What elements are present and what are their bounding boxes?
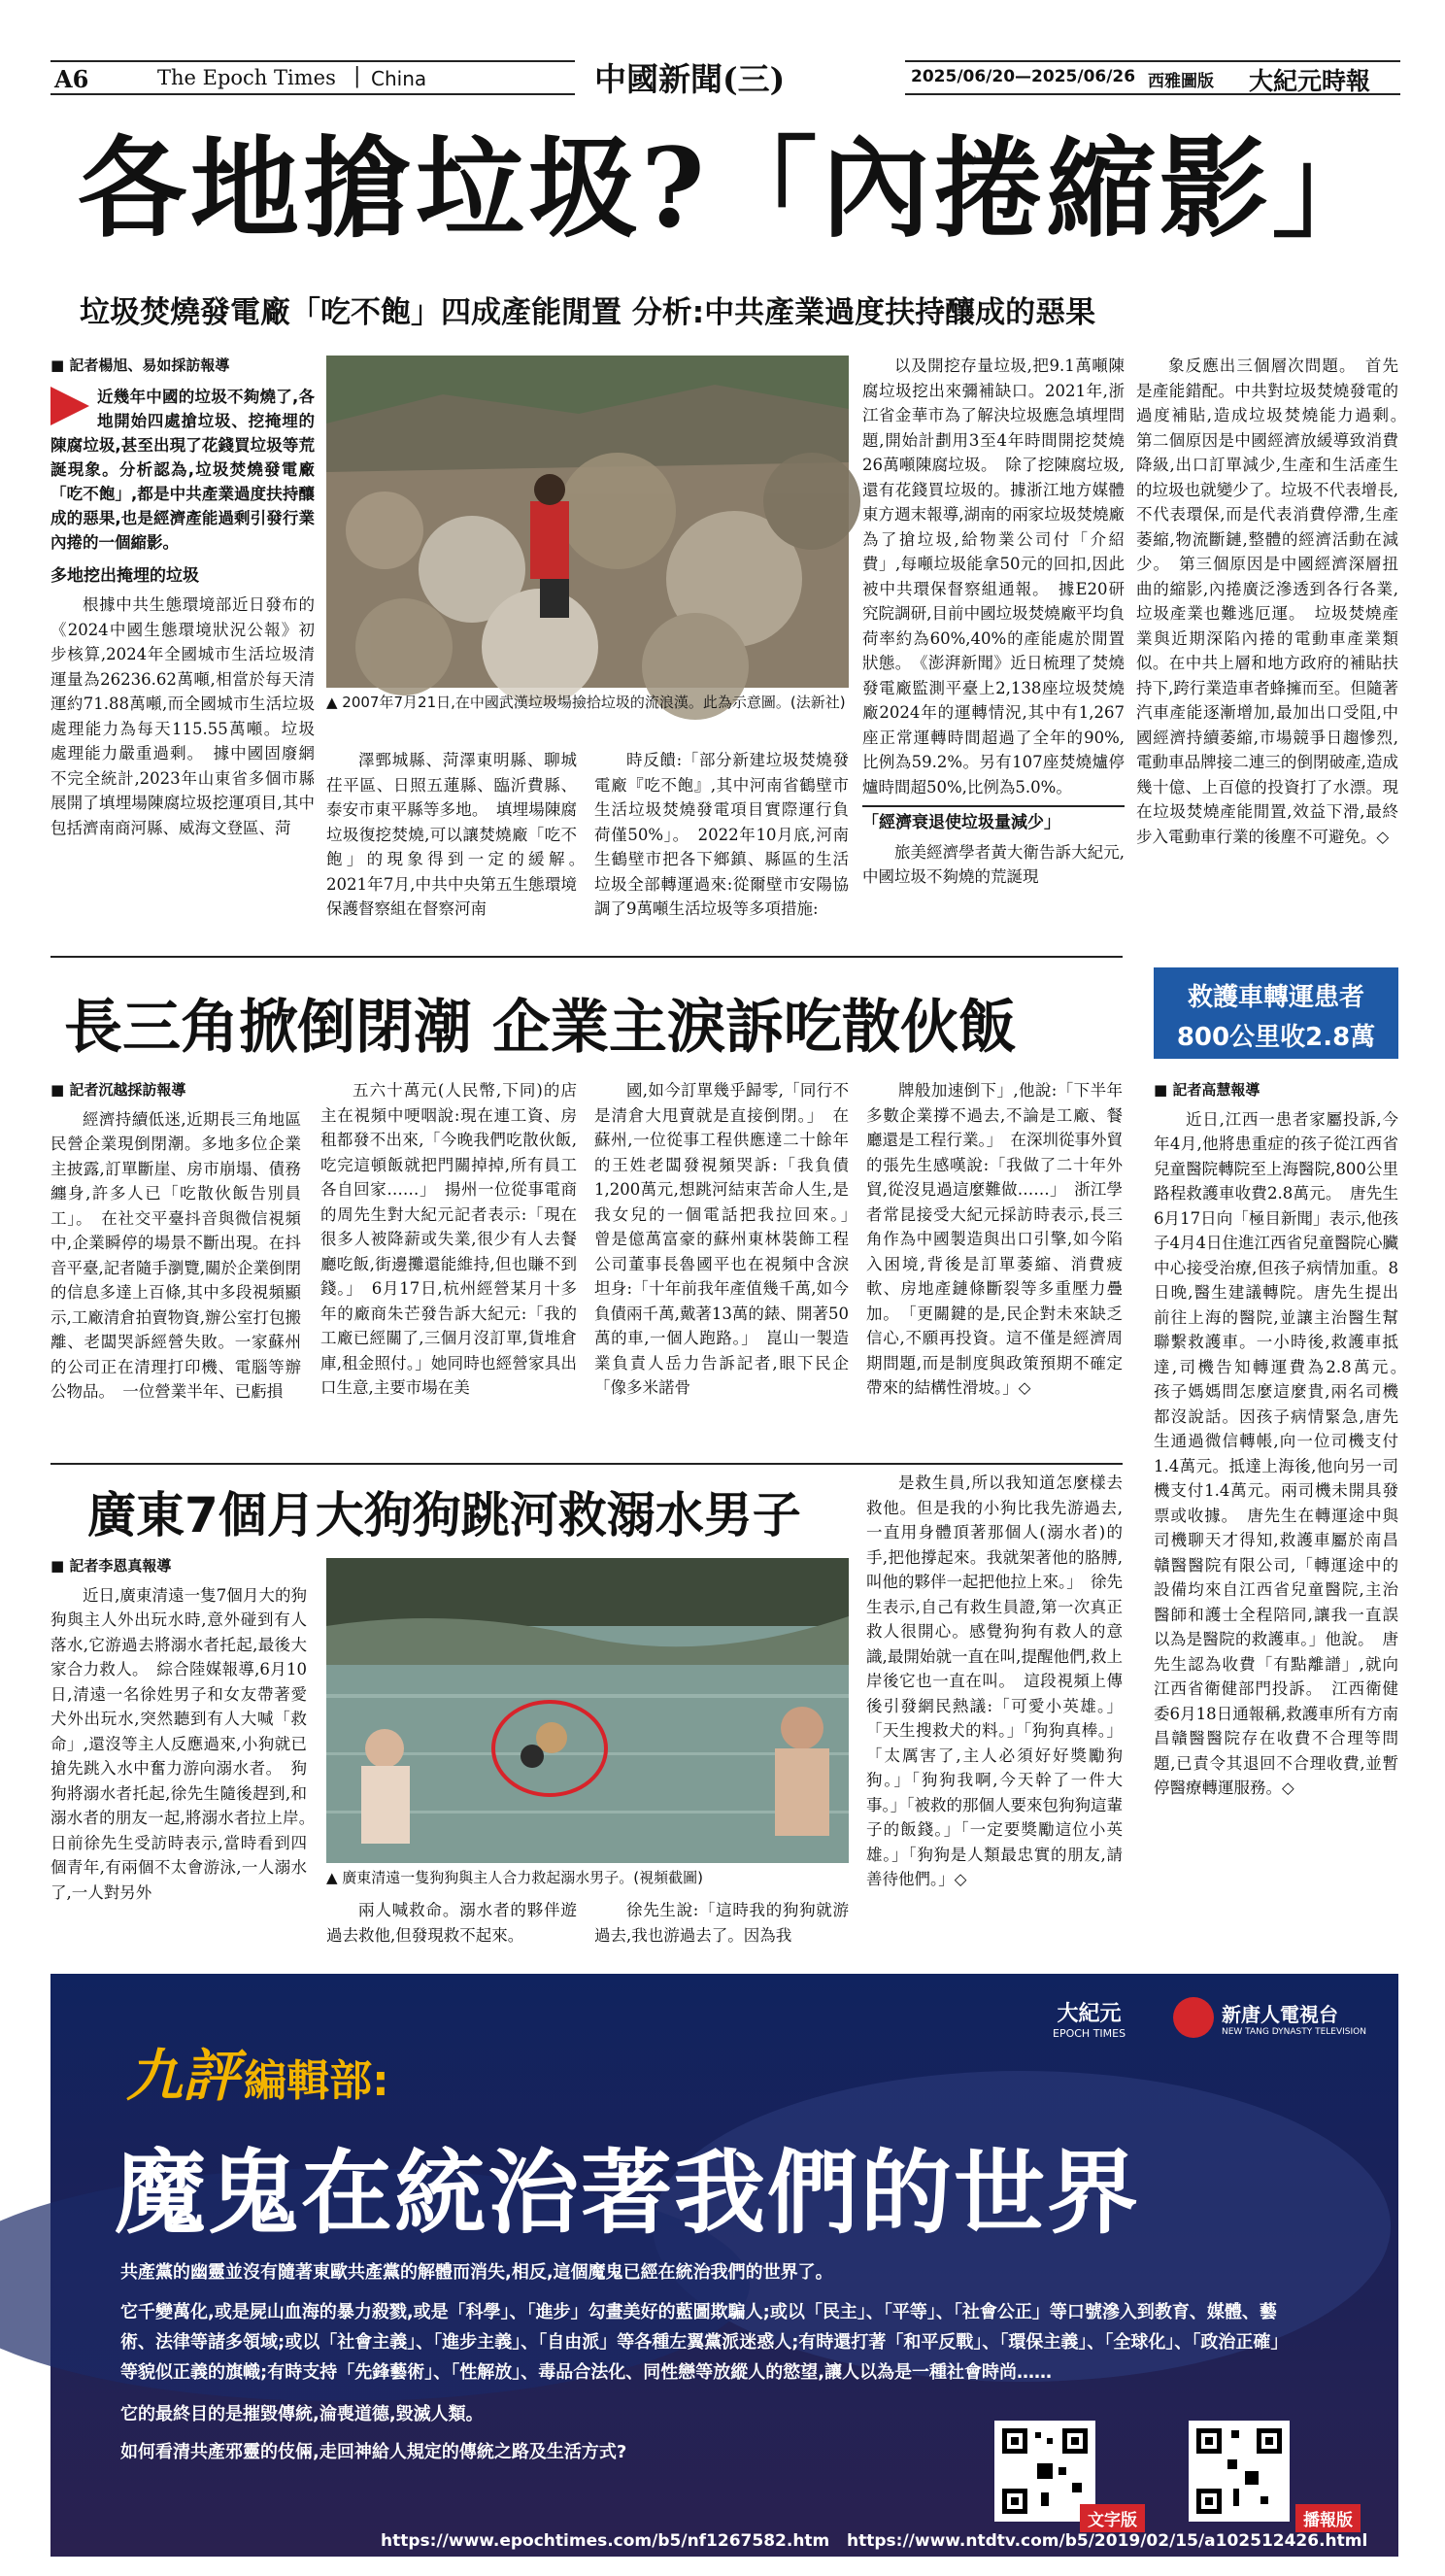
epoch-logo-cn: 大紀元 <box>1057 2001 1122 2026</box>
ad-series-dept: 編輯部: <box>244 2056 389 2106</box>
ad-url-epoch[interactable]: https://www.epochtimes.com/b5/nf1267582.htm <box>381 2531 830 2551</box>
issue-date: 2025/06/20—2025/06/26 <box>911 67 1136 86</box>
story2-column-2 <box>320 1078 577 1457</box>
ad-banner <box>50 1974 1398 2557</box>
section-divider-1 <box>50 956 1123 958</box>
lead-intro-wrap <box>50 385 315 555</box>
sidebar-headline-1: 救護車轉運患者 <box>1187 983 1364 1012</box>
byline: ■ 記者楊旭、易如採訪報導 <box>50 356 230 374</box>
ad-para-4: 如何看清共產邪靈的伎倆,走回神給人規定的傳統之路及生活方式? <box>120 2442 627 2462</box>
lead-intro: 近幾年中國的垃圾不夠燒了,各地開始四處搶垃圾、挖掩埋的陳腐垃圾,甚至出現了花錢買垃圾等荒誕現象。分析認為,垃圾焚燒發電廠「吃不飽」,都是中共產業過度扶持釀成的惡果,也是經濟產能過剩引發行業內捲的一個縮影。 <box>50 387 315 552</box>
qr-pattern-1 <box>998 2424 1092 2518</box>
story3-column-2 <box>326 1898 577 1972</box>
lead-headline: 各地搶垃圾?「內捲縮影」 <box>78 125 1385 253</box>
story3-col2-text: 兩人喊救命。溺水者的夥伴遊過去救他,但發現救不起來。 <box>326 1901 577 1945</box>
ad-series-label <box>126 2030 389 2112</box>
story2-column-3 <box>594 1078 865 1457</box>
lead-col4-text: 以及開挖存量垃圾,把9.1萬噸陳腐垃圾挖出來彌補缺口。2021年,浙江省金華市為了解決垃圾應急填埋問題,開始計劃用3至4年時間開挖焚燒26萬噸陳腐垃圾。 除了挖陳腐垃圾,還有花錢買垃圾的。據浙江地方媒體東方週末報導,湖南的兩家垃圾焚燒廠為了搶垃圾,給物業公司付「介紹費」,每噸垃圾能拿50元的回扣,因此被中共環保督察組通報。 據E20研究院調研,目前中國垃圾焚燒廠平均負荷率約為60%,40%的產能處於閒置狀態。 《澎湃新聞》近日梳理了焚燒發電廠監測平臺上2,138座垃圾焚燒廠2024年的運轉情況,其中有1,267座正常運轉時間超過了全年的90%,比例為59.2%。另有107座焚燒爐停爐時間超50%,比例為5.0%。 <box>862 356 1125 797</box>
story3-headline: 廣東7個月大狗狗跳河救溺水男子 <box>87 1487 801 1543</box>
ad-para-1: 共產黨的幽靈並沒有隨著東歐共產黨的解體而消失,相反,這個魔鬼已經在統治我們的世界了。 <box>120 2262 833 2283</box>
lead-column-5 <box>1136 354 1415 948</box>
story3-column-1 <box>50 1554 323 1972</box>
lead-col2-text: 澤鄄城縣、菏澤東明縣、聊城茌平區、日照五蓮縣、臨沂費縣、泰安市東平縣等多地。 填埋場陳腐垃圾復挖焚燒,可以讓焚燒廠「吃不飽」的現象得到一定的緩解。 2021年7月,中共中央第五生態環境保護督察組在督察河南 <box>326 751 593 918</box>
masthead <box>50 51 1400 101</box>
sidebar-headline-2: 800公里收2.8萬 <box>1176 1023 1376 1052</box>
section-title: 中國新聞(三) <box>594 60 786 98</box>
lead-subheadline: 垃圾焚燒發電廠「吃不飽」四成產能閒置 分析:中共產業過度扶持釀成的惡果 <box>80 295 1096 330</box>
ad-text <box>120 2257 1286 2467</box>
story2-col1-text: 經濟持續低迷,近期長三角地區民營企業現倒閉潮。多地多位企業主披露,訂單斷崖、房市崩塌、債務纏身,許多人已「吃散伙飯告別員工」。 在社交平臺抖音與微信視頻中,企業瞬停的場景不斷出現。在抖音平臺,記者隨手瀏覽,關於企業倒閉的信息多達上百條,其中多段視頻顯示,工廠清倉拍賣物資,辦公室打包搬離、老闆哭訴經營失敗。一家蘇州的公司正在清理打印機、電腦等辦公物品。 一位營業半年、已虧損 <box>50 1109 301 1401</box>
ntd-logo-cn: 新唐人電視台 <box>1222 2003 1338 2026</box>
epoch-logo-en: EPOCH TIMES <box>1053 2027 1126 2040</box>
photo-caption-1: ▲ 2007年7月21日,在中國武漢垃圾場撿拾垃圾的流浪漢。此為示意圖。(法新社) <box>326 694 846 711</box>
lead-column-4 <box>862 354 1125 948</box>
paper-name-en: The Epoch Times <box>157 66 336 89</box>
ad-title: 魔鬼在統治著我們的世界 <box>115 2141 1141 2247</box>
story2-col3-text: 國,如今訂單幾乎歸零,「同行不是清倉大甩賣就是直接倒閉。」 在蘇州,一位從事工程供應達二十餘年的王姓老闆發視頻哭訴:「我負債1,200萬元,想跳河結束苦命人生,是我女兒的一個電話把我拉回來。」 曾是億萬富豪的蘇州東林裝飾工程公司董事長魯國平也在視頻中含淚坦身:「十年前我年產值幾千萬,如今負債兩千萬,戴著13萬的錶、開著50萬的車,一個人跑路。」 崑山一製造業負責人岳力告訴記者,眼下民企「像多米諾骨 <box>594 1081 865 1397</box>
epoch-times-logo <box>1053 1997 1126 2040</box>
badge-text-version[interactable]: 文字版 <box>1080 2504 1145 2532</box>
ad-url-ntd[interactable]: https://www.ntdtv.com/b5/2019/02/15/a102512426.html <box>847 2531 1368 2551</box>
ntd-logo <box>1222 1999 1366 2037</box>
story2-col4-text: 牌般加速倒下」,他說:「下半年多數企業撐不過去,不論是工廠、餐廳還是工程行業。」 在深圳從事外貿的張先生感嘆說:「我做了二十年外貿,從沒見過這麼難做……」 浙江學者常昆接受大紀元採訪時表示,長三角作為中國製造與出口引擎,如今陷入困境,背後是訂單萎縮、消費疲軟、房地產鏈條斷裂等多重壓力疊加。 「更關鍵的是,民企對未來缺乏信心,不願再投資。這不僅是經濟周期問題,而是制度與政策預期不確定帶來的結構性滑坡。」◇ <box>866 1081 1123 1397</box>
lead-column-1 <box>50 354 315 948</box>
sidebar-column <box>1154 1078 1415 1972</box>
ntd-emblem-icon <box>1173 1997 1214 2038</box>
story2-column-4 <box>866 1078 1123 1457</box>
lead-column-2 <box>326 748 593 948</box>
story3-byline: ■ 記者李恩真報導 <box>50 1557 172 1575</box>
qr-pattern-2 <box>1193 2424 1286 2518</box>
lead-col4b-text: 旅美經濟學者黃大衛告訴大紀元,中國垃圾不夠燒的荒誕現 <box>862 842 1125 886</box>
photo-dog-rescue <box>326 1558 849 1863</box>
sidebar-headline-box <box>1154 967 1398 1059</box>
section-en: China <box>371 67 427 90</box>
story2-byline: ■ 記者沉越採訪報導 <box>50 1081 186 1099</box>
arrow-icon <box>50 387 89 425</box>
ad-series-name: 九評 <box>126 2043 240 2109</box>
sidebar-byline: ■ 記者高慧報導 <box>1154 1081 1260 1099</box>
paper-name-cn: 大紀元時報 <box>1249 67 1371 95</box>
subhead-2: 「經濟衰退使垃圾量減少」 <box>862 805 1125 836</box>
ad-para-3: 它的最終目的是摧毀傳統,淪喪道德,毀滅人類。 <box>120 2404 484 2424</box>
photo-landfill <box>326 356 849 688</box>
river-rescue-illustration <box>326 1558 849 1863</box>
sidebar-text: 近日,江西一患者家屬投訴,今年4月,他將患重症的孩子從江西省兒童醫院轉院至上海醫院,800公里路程救護車收費2.8萬元。 唐先生6月17日向「極目新聞」表示,他孩子4月4日住進江西省兒童醫院心臟中心接受治療,但孩子病情加重。8日晚,醫生建議轉院。唐先生提出前往上海的醫院,並讓主治醫生幫聯繫救護車。一小時後,救護車抵達,司機告知轉運費為2.8萬元。 孩子媽媽問怎麼這麼貴,兩名司機都沒說話。因孩子病情緊急,唐先生通過微信轉帳,向一位司機支付1.4萬元。抵達上海後,他向另一司機支付1.4萬元。兩司機未開具發票或收據。 唐先生在轉運途中與司機聊天才得知,救護車屬於南昌贛醫醫院有限公司,「轉運途中的設備均來自江西省兒童醫院,主治醫師和護士全程陪同,讓我一直誤以為是醫院的救護車。」他說。 唐先生認為收費「有點離譜」,就向江西省衛健部門投訴。 江西衛健委6月18日通報稱,救護車所有方南昌贛醫醫院存在收費不合理等問題,已責令其退回不合理收費,並暫停醫療轉運服務。◇ <box>1154 1109 1415 1797</box>
section-divider-2 <box>50 1463 1123 1465</box>
landfill-illustration <box>326 356 849 688</box>
story2-column-1 <box>50 1078 301 1457</box>
edition: 西雅圖版 <box>1148 72 1214 91</box>
story3-column-3 <box>594 1898 849 1972</box>
qr-code-video[interactable] <box>1189 2421 1290 2522</box>
lead-column-3 <box>594 748 849 948</box>
badge-video-version[interactable]: 播報版 <box>1295 2504 1361 2532</box>
story3-column-4 <box>866 1471 1123 1972</box>
story3-col3-text: 徐先生說:「這時我的狗狗就游過去,我也游過去了。因為我 <box>594 1901 849 1945</box>
lead-col3-text: 時反饋:「部分新建垃圾焚燒發電廠『吃不飽』,其中河南省鶴壁市生活垃圾焚燒發電項目實際運行負荷僅50%」。 2022年10月底,河南生鶴壁市把各下鄉鎮、縣區的生活垃圾全部轉運過來:從爾壁市安陽協調了9萬噸生活垃圾等多項措施: <box>594 751 849 918</box>
lead-col1-text: 根據中共生態環境部近日發布的《2024中國生態環境狀況公報》初步核算,2024年全國城市生活垃圾清運量為26236.62萬噸,相當於每天清運約71.88萬噸,而全國城市生活垃圾處理能力為每天115.55萬噸。垃圾處理能力嚴重過剩。 據中國固廢網不完全統計,2023年山東省多個市縣展開了填埋場陳腐垃圾挖運項目,其中包括濟南商河縣、威海文登區、菏 <box>50 595 315 837</box>
lead-col5-text: 象反應出三個層次問題。 首先是產能錯配。中共對垃圾焚燒發電的過度補貼,造成垃圾焚燒能力過剩。 第二個原因是中國經濟放緩導致消費降級,出口訂單減少,生產和生活產生的垃圾也就變少了。垃圾不代表增長,不代表環保,而是代表消費停滯,生產萎縮,物流斷鏈,整體的經濟活動在減少。 第三個原因是中國經濟深層扭曲的縮影,內捲廣泛滲透到各行各業,垃圾產業也難逃厄運。 垃圾焚燒產業與近期深陷內捲的電動車產業類似。在中共上層和地方政府的補貼扶持下,跨行業造車者蜂擁而至。但隨著汽車產能逐漸增加,最加出口受阻,中國經濟持續萎縮,市場競爭日趨慘烈,電動車品牌接二連三的倒閉破產,造成幾十億、上百億的投資打了水漂。現在垃圾焚燒產能閒置,效益下滑,最終步入電動車行業的後塵不可避免。◇ <box>1136 356 1415 846</box>
story2-headline: 長三角掀倒閉潮 企業主淚訴吃散伙飯 <box>64 994 1017 1062</box>
divider: | <box>353 64 361 88</box>
ntd-logo-en: NEW TANG DYNASTY TELEVISION <box>1222 2027 1366 2037</box>
story2-col2-text: 五六十萬元(人民幣,下同)的店主在視頻中哽咽說:現在連工資、房租都發不出來,「今晚我們吃散伙飯,吃完這頓飯就把門關掉掉,所有員工各自回家……」 揚州一位從事電商的周先生對大紀元記者表示:「現在很多人被降薪或失業,很少有人去餐廳吃飯,街邊攤還能維持,但也賺不到錢。」 6月17日,杭州經營某月十多年的廠商朱芒發告訴大紀元:「我的工廠已經關了,三個月沒訂單,貨堆倉庫,租金照付。」她同時也經營家具出口生意,主要市場在美 <box>320 1081 577 1397</box>
page-number: A6 <box>54 65 89 93</box>
subhead-1: 多地挖出掩埋的垃圾 <box>50 565 199 586</box>
story3-col4-text: 是救生員,所以我知道怎麼樣去救他。但是我的小狗比我先游過去,一直用身體頂著那個人(溺水者)的手,把他撐起來。我就架著他的胳膊,叫他的夥伴一起把他拉上來。」 徐先生表示,自己有救生員證,第一次真正救人很開心。感覺狗狗有救人的意識,最開始就一直在叫,提醒他們,救上岸後它也一直在叫。 這段視頻上傳後引發網民熱議:「可愛小英雄。」「天生搜救犬的料。」「狗狗真棒。」「太厲害了,主人必須好好獎勵狗狗。」「狗狗我啊,今天幹了一件大事。」「被救的那個人要來包狗狗這輩子的飯錢。」「一定要獎勵這位小英雄。」「狗狗是人類最忠實的朋友,請善待他們。」◇ <box>866 1474 1123 1888</box>
photo-caption-2: ▲ 廣東清遠一隻狗狗與主人合力救起溺水男子。(視頻截圖) <box>326 1869 704 1886</box>
story3-col1-text: 近日,廣東清遠一隻7個月大的狗狗與主人外出玩水時,意外碰到有人落水,它游過去將溺水者托起,最後大家合力救人。 綜合陸媒報導,6月10日,清遠一名徐姓男子和女友帶著愛犬外出玩水,突然聽到有人大喊「救命」,還沒等主人反應過來,小狗就已搶先跳入水中奮力游向溺水者。 狗狗將溺水者托起,徐先生隨後趕到,和溺水者的朋友一起,將溺水者拉上岸。 日前徐先生受訪時表示,當時看到四個青年,有兩個不太會游泳,一人溺水了,一人對另外 <box>50 1585 323 1902</box>
ad-para-2: 它千變萬化,或是屍山血海的暴力殺戮,或是「科學」、「進步」勾畫美好的藍圖欺騙人;或以「民主」、「平等」、「社會公正」等口號滲入到教育、媒體、藝術、法律等諸多領域;或以「社會主義」、「進步主義」、「自由派」等各種左翼黨派迷惑人;有時還打著「和平反戰」、「環保主義」、「全球化」、「政治正確」等貌似正義的旗幟;有時支持「先鋒藝術」、「性解放」、毒品合法化、同性戀等放縱人的慾望,讓人以為是一種社會時尚…… <box>120 2302 1280 2383</box>
